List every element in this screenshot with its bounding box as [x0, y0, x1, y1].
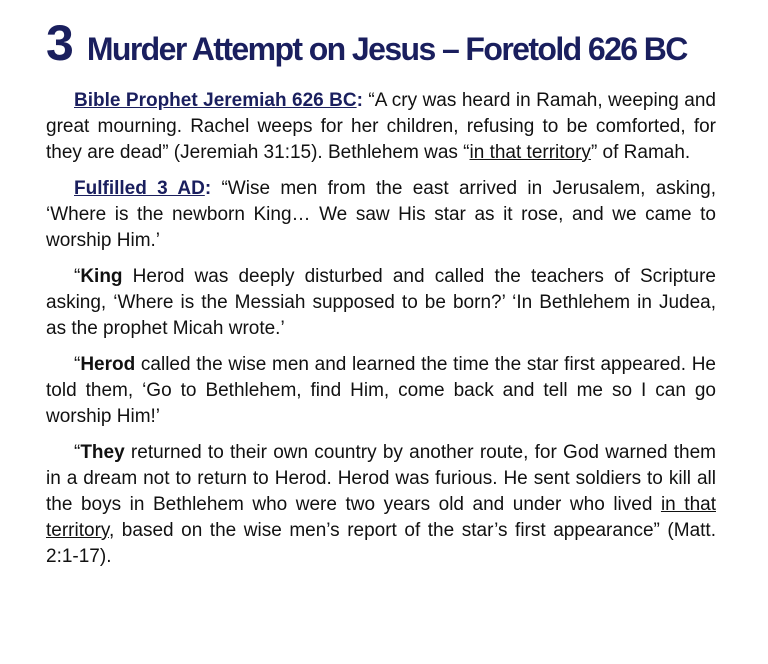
- fulfilled-heading-colon: :: [204, 178, 212, 199]
- prophecy-heading-colon: :: [356, 90, 363, 111]
- paragraph-herod-wise-men: [46, 352, 716, 430]
- paragraph-fulfilled: [46, 176, 716, 254]
- herod-text: called the wise men and learned the time the star first appeared. He told them, ‘Go to Bethlehem, find Him, come back and tell me so I can go worship Him!’: [46, 354, 716, 427]
- they-text-end: , based on the wise men’s report of the star’s first appearance” (Matt. 2:1-17).: [46, 520, 716, 567]
- paragraph-king-herod: [46, 264, 716, 342]
- king-bold-word: King: [80, 266, 123, 287]
- prophecy-text: “A cry was heard in Ramah, weeping and great mourning. Rachel weeps for her children, refusing to be comforted, for they are dead” (Jeremiah 31:15). Bethlehem was “: [46, 90, 717, 163]
- fulfilled-heading: Fulfilled 3 AD: [74, 178, 205, 199]
- they-open-quote: “: [74, 442, 81, 463]
- document-body: [46, 88, 716, 580]
- they-underlined-phrase: in that territory: [46, 494, 716, 541]
- king-text: Herod was deeply disturbed and called the teachers of Scripture asking, ‘Where is the Messiah supposed to be born?’ ‘In Bethlehem in Judea, as the prophet Micah wrote.’: [46, 266, 716, 339]
- they-text: returned to their own country by another route, for God warned them in a dream not to return to Herod. Herod was furious. He sent soldiers to kill all the boys in Bethlehem who were two years old and under who lived: [46, 442, 716, 515]
- title-text: Murder Attempt on Jesus – Foretold 626 BC: [86, 31, 687, 67]
- paragraph-they-returned: [46, 440, 716, 570]
- paragraph-prophecy: [46, 88, 716, 166]
- prophecy-underlined-phrase: in that territory: [469, 142, 591, 163]
- herod-bold-word: Herod: [80, 354, 136, 375]
- king-open-quote: “: [74, 266, 81, 287]
- herod-open-quote: “: [74, 354, 81, 375]
- they-bold-word: They: [80, 442, 125, 463]
- fulfilled-text: “Wise men from the east arrived in Jerusalem, asking, ‘Where is the newborn King… We saw His star as it rose, and we came to worship Him.’: [46, 178, 716, 251]
- page-title: [46, 15, 748, 71]
- prophecy-text-end: ” of Ramah.: [590, 142, 691, 163]
- title-number: 3: [46, 15, 73, 71]
- prophecy-heading: Bible Prophet Jeremiah 626 BC: [74, 90, 357, 111]
